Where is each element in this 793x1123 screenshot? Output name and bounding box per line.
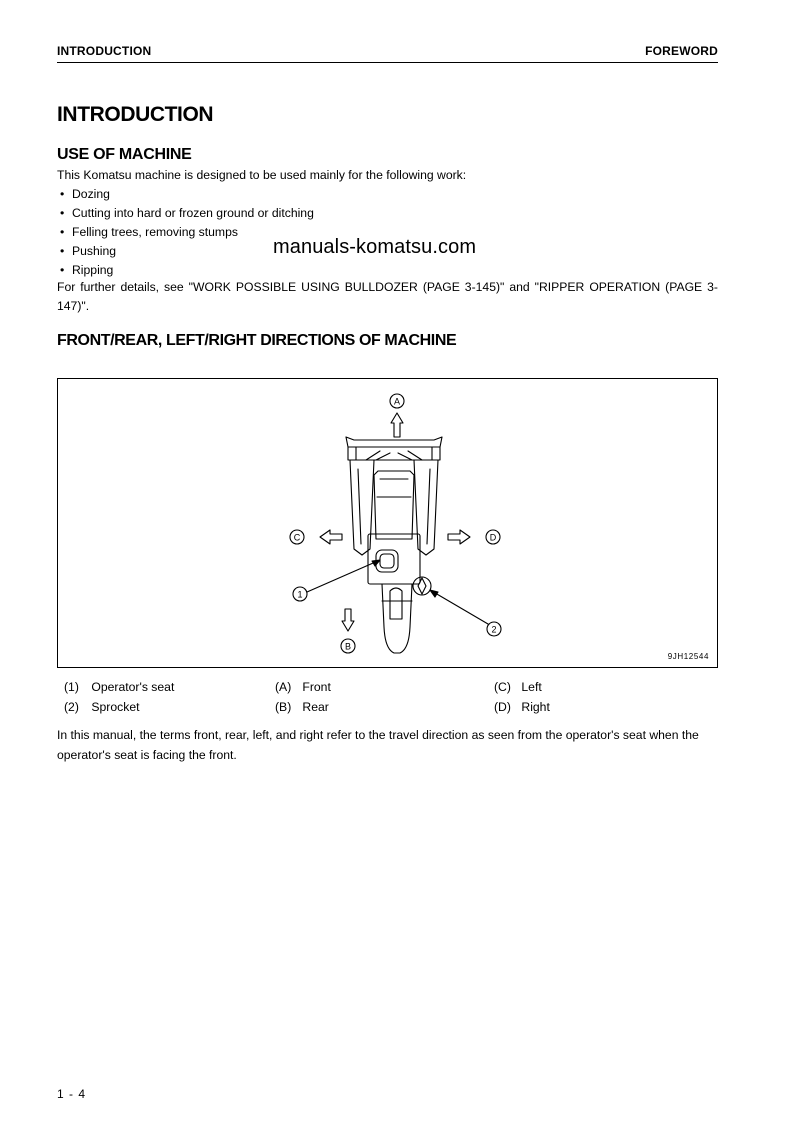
figure-id: 9JH12544 (667, 652, 709, 661)
legend-label: Front (302, 680, 331, 694)
further-details-text: For further details, see "WORK POSSIBLE USING BULLDOZER (PAGE 3-145)" and "RIPPER OPERATION (PAGE 3-147)". (57, 280, 718, 313)
bullet-icon: • (60, 244, 65, 258)
header-rule (57, 62, 718, 63)
list-item (60, 204, 314, 223)
legend-label: Operator's seat (91, 680, 175, 694)
bullet-icon: • (60, 206, 65, 220)
use-of-machine-intro: This Komatsu machine is designed to be used mainly for the following work: (57, 168, 467, 182)
legend-key: (A) (275, 680, 292, 694)
bulldozer-top-view-illustration (58, 379, 719, 669)
list-item (60, 185, 314, 204)
label-b: B (344, 641, 352, 652)
legend-item (275, 680, 331, 694)
legend-label: Sprocket (91, 700, 140, 714)
legend-label: Left (521, 680, 542, 694)
legend-item (64, 680, 174, 694)
work-list (60, 185, 314, 280)
list-item-text: Dozing (72, 187, 110, 201)
directions-heading: FRONT/REAR, LEFT/RIGHT DIRECTIONS OF MACHINE (57, 332, 457, 349)
legend-key: (D) (494, 700, 511, 714)
list-item-text: Felling trees, removing stumps (72, 225, 238, 239)
page-title: INTRODUCTION (57, 103, 214, 126)
legend-key: (B) (275, 700, 292, 714)
list-item-text: Ripping (72, 263, 114, 277)
label-a: A (393, 396, 401, 407)
legend-label: Right (521, 700, 550, 714)
legend-key: (1) (64, 680, 79, 694)
legend-item (275, 700, 329, 714)
label-2: 2 (491, 624, 497, 635)
legend-label: Rear (302, 700, 329, 714)
machine-directions-figure (57, 378, 718, 668)
legend-item (494, 700, 550, 714)
directions-explanation: In this manual, the terms front, rear, left, and right refer to the travel direction as seen from the operator's seat when the operator's seat is facing the front. (57, 728, 699, 762)
label-c: C (293, 532, 301, 543)
legend-key: (C) (494, 680, 511, 694)
running-header-section: INTRODUCTION (57, 44, 152, 58)
page-number: 1 - 4 (57, 1087, 87, 1101)
use-of-machine-heading: USE OF MACHINE (57, 146, 192, 163)
list-item-text: Pushing (72, 244, 117, 258)
label-1: 1 (297, 589, 303, 600)
watermark: manuals-komatsu.com (273, 236, 477, 258)
running-header-chapter: FOREWORD (645, 44, 718, 58)
list-item-text: Cutting into hard or frozen ground or ditching (72, 206, 314, 220)
bullet-icon: • (60, 225, 65, 239)
bullet-icon: • (60, 263, 65, 277)
bullet-icon: • (60, 187, 65, 201)
label-d: D (489, 532, 497, 543)
legend-item (64, 700, 140, 714)
legend-key: (2) (64, 700, 79, 714)
legend-item (494, 680, 542, 694)
